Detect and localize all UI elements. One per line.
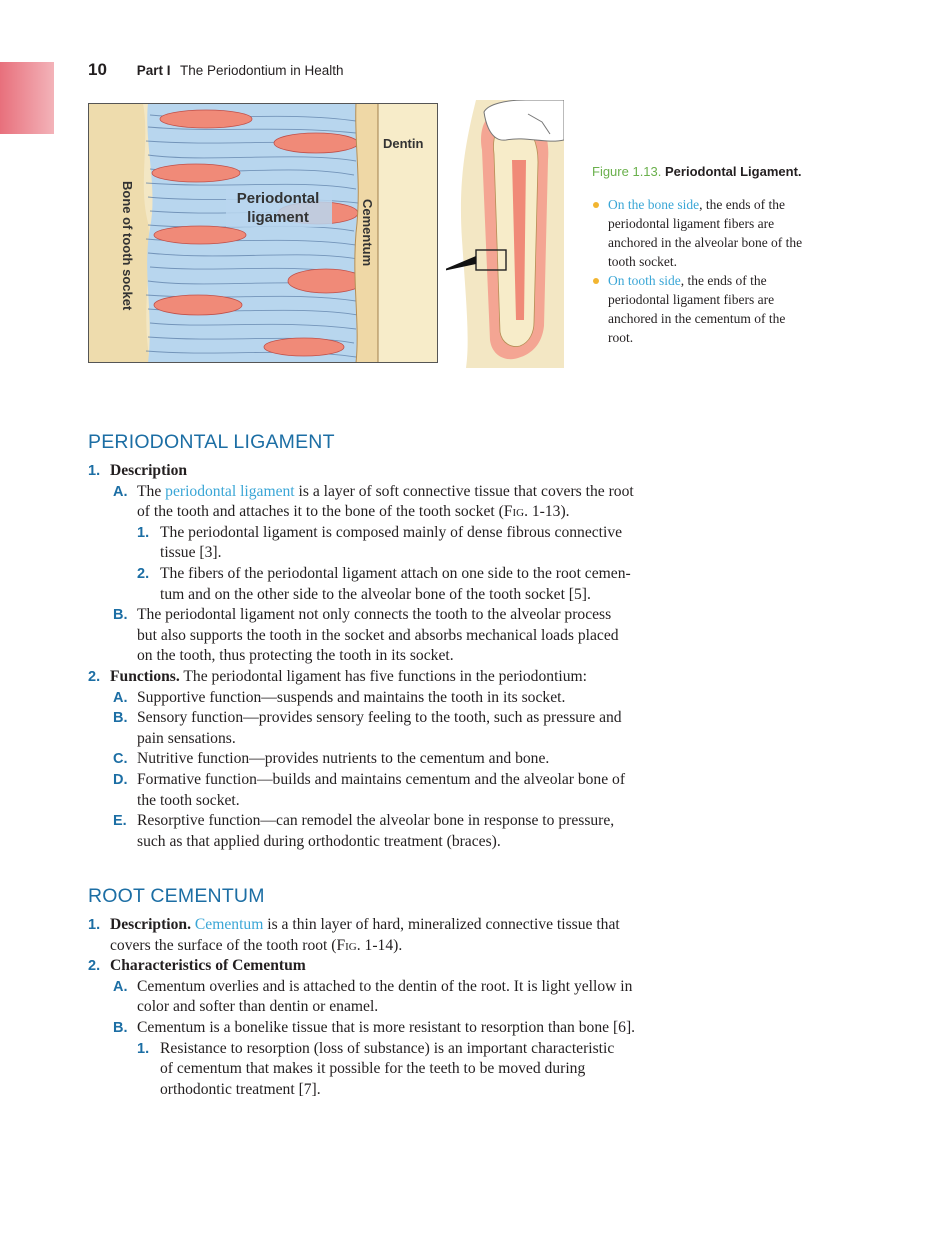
list-item: D. Formative function—builds and maintains cementum and the alveolar bone of: [113, 770, 626, 788]
pdl-body: 1. Description A. The periodontal ligament is a layer of soft connective tissue that covers the root of the tooth and attaches it to the bone of the tooth socket (Fig. 1-13). 1. The periodontal ligament is composed mainly of dense fibrous connective tissue [3]. 2. The fibers of the periodontal ligament attach on one side to the root cemen- tum and on the other side to the alveolar bone of the tooth socket [5]. B. The periodontal ligament not only connects the tooth to the alveolar process but also supports the tooth in the socket and absorbs mechanical loads placed on the tooth, thus protecting the tooth in its socket. 2. Functions. The periodontal ligament has five functions in the periodontium: A. Supportive function—suspends and maintains the tooth in its socket. B. Sensory function—provides sensory feeling to the tooth, such as pressure and pain sensations. C. Nutritive function—provides nutrients to the cementum and bone. D. Formative function—builds and maintains cementum and the alveolar bone of the tooth socket. E. Resorptive function—can remodel the alveolar bone in response to pressure, such as that applied during orthodontic treatment (braces).: [88, 461, 728, 852]
term-link: Cementum: [194, 916, 264, 933]
ligament-label-2: ligament: [247, 209, 309, 226]
bone-label: Bone of tooth socket: [120, 181, 135, 311]
page-number: 10: [88, 60, 107, 79]
caption-title: Periodontal Ligament.: [665, 164, 802, 179]
list-item: A. The periodontal ligament is a layer of soft connective tissue that covers the root: [113, 482, 634, 500]
list-item: 2. Characteristics of Cementum: [88, 957, 306, 975]
list-item: B. Cementum is a bonelike tissue that is more resistant to resorption than bone [6].: [113, 1018, 636, 1036]
caption-bullets: [592, 195, 812, 347]
dentin-label: Dentin: [383, 136, 424, 151]
ligament-label-1: Periodontal: [236, 190, 320, 207]
list-item: 1. Resistance to resorption (loss of substance) is an important characteristic: [137, 1039, 615, 1057]
rc-body: 1. Description. Cementum is a thin layer of hard, mineralized connective tissue that covers the surface of the tooth root (Fig. 1-14). 2. Characteristics of Cementum A. Cementum overlies and is attached to the dentin of the root. It is light yellow in color and softer than dentin or enamel. B. Cementum is a bonelike tissue that is more resistant to resorption than bone [6]. 1. Resistance to resorption (loss of substance) is an important characteristic of cementum that makes it possible for the teeth to be moved during orthodontic treatment [7].: [88, 915, 728, 1100]
part-label: Part I: [136, 63, 171, 78]
section-title-pdl: PERIODONTAL LIGAMENT: [88, 431, 335, 453]
figure-caption: [592, 162, 812, 347]
caption-bullet: On the bone side, the ends of the periodontal ligament fibers are anchored in the alveolar bone of the tooth socket.: [592, 195, 812, 271]
cementum-label: Cementum: [360, 199, 375, 267]
list-item: 2. Functions. The periodontal ligament has five functions in the periodontium:: [88, 667, 587, 685]
list-item: 2. The fibers of the periodontal ligament attach on one side to the root cemen-: [137, 564, 631, 582]
ligament-illustration: [88, 103, 438, 363]
list-item: A. Supportive function—suspends and maintains the tooth in its socket.: [113, 688, 566, 706]
running-header: [88, 60, 344, 80]
term-link: periodontal ligament: [165, 482, 295, 500]
section-title-rc: ROOT CEMENTUM: [88, 885, 265, 907]
list-item: B. Sensory function—provides sensory feeling to the tooth, such as pressure and: [113, 709, 622, 727]
list-item: B. The periodontal ligament not only connects the tooth to the alveolar process: [113, 606, 612, 624]
caption-bullet: On tooth side, the ends of the periodontal ligament fibers are anchored in the cementum of the root.: [592, 271, 812, 347]
list-item: 1. Description. Cementum is a thin layer of hard, mineralized connective tissue that: [88, 916, 620, 933]
part-title: The Periodontium in Health: [179, 63, 344, 78]
list-item: A. Cementum overlies and is attached to the dentin of the root. It is light yellow in: [113, 977, 633, 995]
tooth-illustration: [446, 100, 564, 368]
caption-number: Figure 1.13.: [592, 164, 662, 179]
list-item: E. Resorptive function—can remodel the alveolar bone in response to pressure,: [113, 812, 615, 830]
list-item: C. Nutritive function—provides nutrients to the cementum and bone.: [113, 750, 550, 768]
list-item: 1. The periodontal ligament is composed mainly of dense fibrous connective: [137, 523, 623, 541]
chapter-tab: [0, 62, 54, 134]
list-item: 1. Description: [88, 462, 188, 479]
